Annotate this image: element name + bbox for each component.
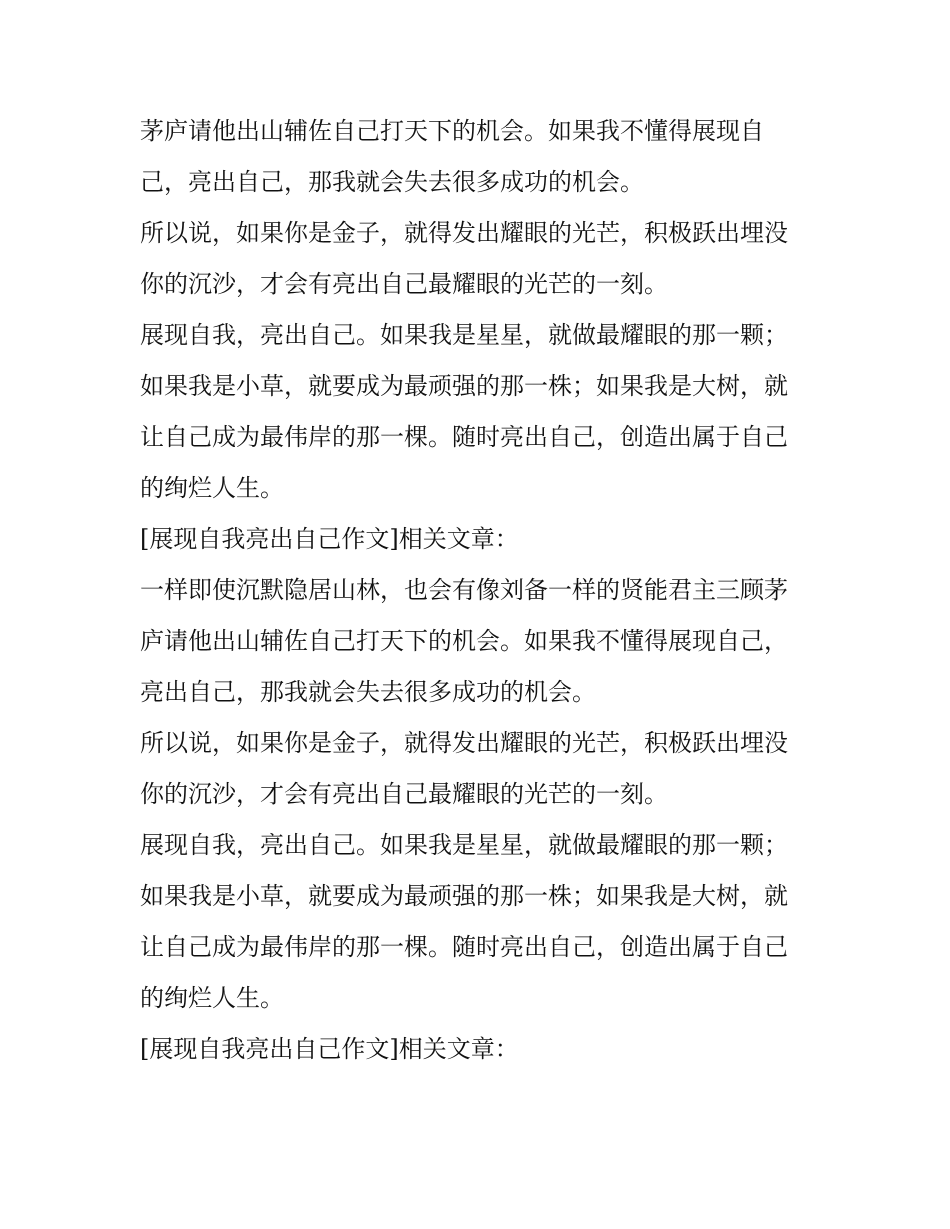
text-line: 你的沉沙，才会有亮出自己最耀眼的光芒的一刻。 <box>140 780 668 808</box>
related-articles-heading: [展现自我亮出自己作文]相关文章： <box>140 1035 519 1063</box>
text-line: 让自己成为最伟岸的那一棵。随时亮出自己，创造出属于自己 <box>140 423 788 451</box>
document-body <box>140 106 830 1075</box>
related-articles-heading: [展现自我亮出自己作文]相关文章： <box>140 525 519 553</box>
text-line: 展现自我，亮出自己。如果我是星星，就做最耀眼的那一颗； <box>140 831 788 859</box>
text-line: 庐请他出山辅佐自己打天下的机会。如果我不懂得展现自己， <box>140 627 788 655</box>
text-line: 的绚烂人生。 <box>140 474 284 502</box>
text-line: 让自己成为最伟岸的那一棵。随时亮出自己，创造出属于自己 <box>140 933 788 961</box>
text-line: 的绚烂人生。 <box>140 984 284 1012</box>
text-line: 如果我是小草，就要成为最顽强的那一株；如果我是大树，就 <box>140 372 788 400</box>
text-line: 茅庐请他出山辅佐自己打天下的机会。如果我不懂得展现自 <box>140 117 764 145</box>
text-line: 如果我是小草，就要成为最顽强的那一株；如果我是大树，就 <box>140 882 788 910</box>
text-line: 展现自我，亮出自己。如果我是星星，就做最耀眼的那一颗； <box>140 321 788 349</box>
text-line: 所以说，如果你是金子，就得发出耀眼的光芒，积极跃出埋没 <box>140 219 788 247</box>
text-line: 所以说，如果你是金子，就得发出耀眼的光芒，积极跃出埋没 <box>140 729 788 757</box>
text-line: 一样即使沉默隐居山林，也会有像刘备一样的贤能君主三顾茅 <box>140 576 788 604</box>
text-line: 你的沉沙，才会有亮出自己最耀眼的光芒的一刻。 <box>140 270 668 298</box>
text-line: 亮出自己，那我就会失去很多成功的机会。 <box>140 678 596 706</box>
text-line: 己，亮出自己，那我就会失去很多成功的机会。 <box>140 168 644 196</box>
